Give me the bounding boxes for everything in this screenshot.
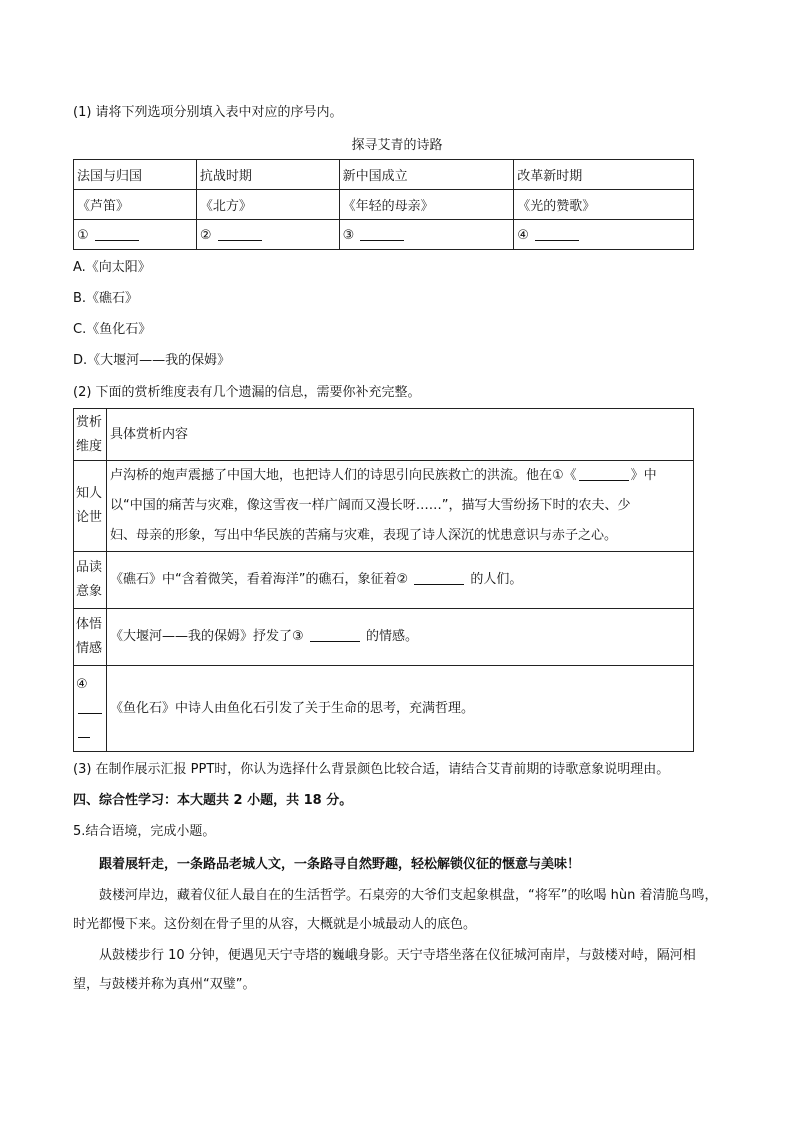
period-header: 改革新时期 xyxy=(514,160,694,190)
section-4-heading: 四、综合性学习：本大题共 2 小题，共 18 分。 xyxy=(73,793,353,808)
content-header: 具体赏析内容 xyxy=(107,409,694,461)
option-a: A.《向太阳》 xyxy=(73,260,151,275)
table-row xyxy=(74,609,694,666)
period-header: 法国与归国 xyxy=(74,160,197,190)
content-text: 卢沟桥的炮声震撼了中国大地，也把诗人们的诗思引向民族救亡的洪流。他在①《 xyxy=(110,468,577,483)
content-text: 《大堰河——我的保姆》抒发了③ xyxy=(110,629,304,644)
fill-blank xyxy=(78,723,90,738)
content-cell xyxy=(107,461,694,552)
content-cell xyxy=(107,609,694,666)
poem-cell: 《芦笛》 xyxy=(74,190,197,220)
content-cell xyxy=(107,552,694,609)
blank-cell xyxy=(514,220,694,250)
period-header: 新中国成立 xyxy=(339,160,514,190)
content-text: 妇、母亲的形象，写出中华民族的苦痛与灾难，表现了诗人深沉的忧患意识与赤子之心。 xyxy=(110,528,618,543)
option-d: D.《大堰河——我的保姆》 xyxy=(73,353,231,368)
fill-blank xyxy=(310,627,360,642)
blank-number: ① xyxy=(77,228,89,243)
passage-paragraph: 跟着展轩走，一条路品老城人文，一条路寻自然野趣，轻松解锁仪征的惬意与美味！ xyxy=(99,857,581,872)
appreciation-table xyxy=(73,408,694,752)
dimension-cell: 体悟情感 xyxy=(74,609,107,666)
table-row xyxy=(74,190,694,220)
blank-cell xyxy=(74,220,197,250)
dimension-header: 赏析维度 xyxy=(74,409,107,461)
table-row xyxy=(74,666,694,752)
question-1-instruction: (1) 请将下列选项分别填入表中对应的序号内。 xyxy=(73,105,343,120)
blank-number: ④ xyxy=(517,228,529,243)
fill-blank xyxy=(360,226,404,241)
fill-blank xyxy=(535,226,579,241)
question-3: (3) 在制作展示汇报 PPT时，你认为选择什么背景颜色比较合适，请结合艾青前期的诗歌意象说明理由。 xyxy=(73,762,670,777)
dimension-cell xyxy=(74,666,107,752)
poem-cell: 《北方》 xyxy=(196,190,339,220)
blank-cell xyxy=(339,220,514,250)
content-cell: 《鱼化石》中诗人由鱼化石引发了关于生命的思考，充满哲理。 xyxy=(107,666,694,752)
blank-number: ③ xyxy=(342,228,355,243)
blank-number: ④ xyxy=(76,676,88,692)
question-5-title: 5.结合语境，完成小题。 xyxy=(73,824,216,839)
content-text: 》中 xyxy=(630,468,657,483)
option-b: B.《礁石》 xyxy=(73,291,139,306)
passage-paragraph: 从鼓楼步行 10 分钟，便遇见天宁寺塔的巍峨身影。天宁寺塔坐落在仪征城河南岸，与鼓楼对峙，隔河相望，与鼓楼并称为真州“双璧”。 xyxy=(73,948,696,992)
table-row xyxy=(74,552,694,609)
passage-paragraph: 鼓楼河岸边，藏着仪征人最自在的生活哲学。石桌旁的大爷们支起象棋盘，“将军”的吆喝 hùn 着清脆鸟鸣，时光都慢下来。这份刻在骨子里的从容，大概就是小城最动人的底色。 xyxy=(73,888,718,932)
fill-blank xyxy=(579,466,629,481)
table-row xyxy=(74,160,694,190)
content-text: 的人们。 xyxy=(470,572,523,587)
poem-cell: 《光的赞歌》 xyxy=(514,190,694,220)
option-c: C.《鱼化石》 xyxy=(73,322,152,337)
fill-blank xyxy=(414,570,464,585)
table-row xyxy=(74,409,694,461)
poetry-table-title: 探寻艾青的诗路 xyxy=(351,138,443,153)
fill-blank xyxy=(218,226,262,241)
dimension-cell: 知人论世 xyxy=(74,461,107,552)
poem-cell: 《年轻的母亲》 xyxy=(339,190,514,220)
fill-blank xyxy=(95,226,139,241)
content-text: 的情感。 xyxy=(365,629,418,644)
content-text: 《礁石》中“含着微笑，看着海洋”的礁石，象征着② xyxy=(110,572,409,587)
table-row xyxy=(74,461,694,552)
dimension-cell: 品读意象 xyxy=(74,552,107,609)
poetry-table xyxy=(73,159,694,250)
content-text: 以“中国的痛苦与灾难，像这雪夜一样广阔而又漫长呀……”，描写大雪纷扬下时的农夫、少 xyxy=(110,498,631,513)
blank-cell xyxy=(196,220,339,250)
fill-blank xyxy=(78,699,102,714)
period-header: 抗战时期 xyxy=(196,160,339,190)
question-2-instruction: (2) 下面的赏析维度表有几个遗漏的信息，需要你补充完整。 xyxy=(73,385,421,400)
blank-number: ② xyxy=(199,228,212,243)
table-row xyxy=(74,220,694,250)
